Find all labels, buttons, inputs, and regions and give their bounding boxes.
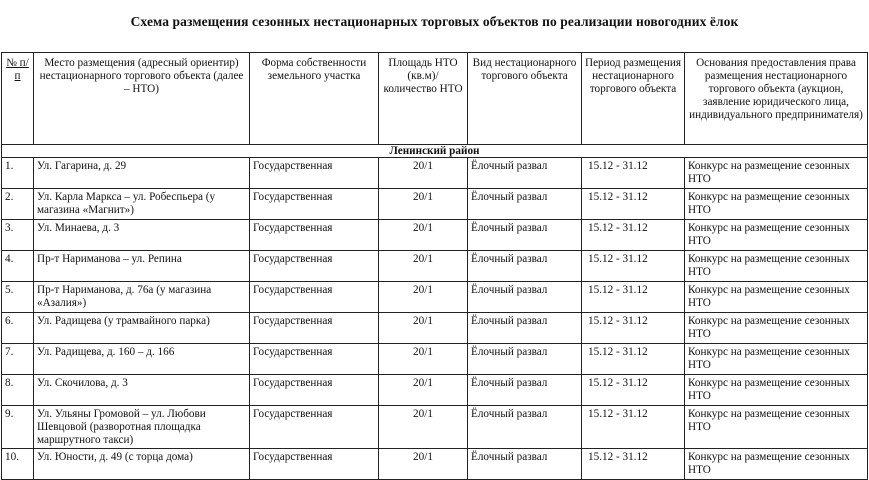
cell-num: 8. <box>2 375 34 406</box>
table-row <box>2 449 868 480</box>
district-label: Ленинский район <box>2 145 868 158</box>
cell-ownership: Государственная <box>250 251 379 282</box>
table-row <box>2 344 868 375</box>
cell-basis: Конкурс на размещение сезонных НТО <box>685 406 868 449</box>
cell-ownership: Государственная <box>250 375 379 406</box>
header-type: Вид нестационарного торгового объекта <box>468 53 582 145</box>
cell-address: Ул. Юности, д. 49 (с торца дома) <box>34 449 250 480</box>
cell-type: Ёлочный развал <box>468 449 582 480</box>
header-period: Период размещения нестационарного торгового объекта <box>582 53 685 145</box>
header-area: Площадь НТО (кв.м)/ количество НТО <box>379 53 468 145</box>
cell-type: Ёлочный развал <box>468 406 582 449</box>
header-basis: Основания предоставления права размещения нестационарного торгового объекта (аукцион, заявление юридического лица, индивидуального предпринимателя) <box>685 53 868 145</box>
cell-address: Ул. Ульяны Громовой – ул. Любови Шевцовой (разворотная площадка маршрутного такси) <box>34 406 250 449</box>
table-header-row <box>2 53 868 145</box>
cell-area: 20/1 <box>379 406 468 449</box>
cell-ownership: Государственная <box>250 313 379 344</box>
cell-address: Пр-т Нариманова – ул. Репина <box>34 251 250 282</box>
cell-period: 15.12 - 31.12 <box>582 189 685 220</box>
cell-num: 7. <box>2 344 34 375</box>
header-num: № п/п <box>2 53 34 145</box>
cell-basis: Конкурс на размещение сезонных НТО <box>685 449 868 480</box>
cell-ownership: Государственная <box>250 406 379 449</box>
cell-type: Ёлочный развал <box>468 189 582 220</box>
cell-area: 20/1 <box>379 375 468 406</box>
cell-area: 20/1 <box>379 158 468 189</box>
document-title: Схема размещения сезонных нестационарных торговых объектов по реализации новогодних ёлок <box>130 14 739 29</box>
cell-period: 15.12 - 31.12 <box>582 313 685 344</box>
cell-num: 1. <box>2 158 34 189</box>
cell-address: Ул. Радищева (у трамвайного парка) <box>34 313 250 344</box>
cell-basis: Конкурс на размещение сезонных НТО <box>685 282 868 313</box>
cell-ownership: Государственная <box>250 189 379 220</box>
cell-area: 20/1 <box>379 220 468 251</box>
cell-area: 20/1 <box>379 251 468 282</box>
table-row <box>2 158 868 189</box>
cell-num: 9. <box>2 406 34 449</box>
cell-num: 4. <box>2 251 34 282</box>
cell-ownership: Государственная <box>250 158 379 189</box>
cell-type: Ёлочный развал <box>468 344 582 375</box>
cell-type: Ёлочный развал <box>468 158 582 189</box>
cell-address: Пр-т Нариманова, д. 76а (у магазина «Азалия») <box>34 282 250 313</box>
cell-ownership: Государственная <box>250 282 379 313</box>
cell-type: Ёлочный развал <box>468 375 582 406</box>
cell-type: Ёлочный развал <box>468 251 582 282</box>
cell-address: Ул. Гагарина, д. 29 <box>34 158 250 189</box>
cell-address: Ул. Скочилова, д. 3 <box>34 375 250 406</box>
cell-basis: Конкурс на размещение сезонных НТО <box>685 344 868 375</box>
cell-address: Ул. Радищева, д. 160 – д. 166 <box>34 344 250 375</box>
table-row <box>2 313 868 344</box>
district-row <box>2 145 868 158</box>
cell-period: 15.12 - 31.12 <box>582 158 685 189</box>
cell-area: 20/1 <box>379 449 468 480</box>
table-row <box>2 189 868 220</box>
table-row <box>2 220 868 251</box>
cell-ownership: Государственная <box>250 344 379 375</box>
cell-address: Ул. Карла Маркса – ул. Робеспьера (у магазина «Магнит») <box>34 189 250 220</box>
cell-address: Ул. Минаева, д. 3 <box>34 220 250 251</box>
table-row <box>2 282 868 313</box>
cell-period: 15.12 - 31.12 <box>582 375 685 406</box>
cell-num: 10. <box>2 449 34 480</box>
header-address: Место размещения (адресный ориентир) нестационарного торгового объекта (далее – НТО) <box>34 53 250 145</box>
cell-basis: Конкурс на размещение сезонных НТО <box>685 220 868 251</box>
table-row <box>2 375 868 406</box>
cell-type: Ёлочный развал <box>468 313 582 344</box>
cell-period: 15.12 - 31.12 <box>582 344 685 375</box>
table-row <box>2 251 868 282</box>
cell-num: 6. <box>2 313 34 344</box>
cell-type: Ёлочный развал <box>468 282 582 313</box>
cell-area: 20/1 <box>379 344 468 375</box>
cell-area: 20/1 <box>379 313 468 344</box>
cell-ownership: Государственная <box>250 449 379 480</box>
cell-ownership: Государственная <box>250 220 379 251</box>
cell-basis: Конкурс на размещение сезонных НТО <box>685 251 868 282</box>
cell-num: 2. <box>2 189 34 220</box>
cell-period: 15.12 - 31.12 <box>582 220 685 251</box>
cell-type: Ёлочный развал <box>468 220 582 251</box>
cell-period: 15.12 - 31.12 <box>582 406 685 449</box>
cell-area: 20/1 <box>379 282 468 313</box>
placement-table <box>1 52 868 480</box>
cell-num: 5. <box>2 282 34 313</box>
cell-basis: Конкурс на размещение сезонных НТО <box>685 158 868 189</box>
cell-basis: Конкурс на размещение сезонных НТО <box>685 189 868 220</box>
cell-area: 20/1 <box>379 189 468 220</box>
header-ownership: Форма собственности земельного участка <box>250 53 379 145</box>
cell-period: 15.12 - 31.12 <box>582 251 685 282</box>
cell-basis: Конкурс на размещение сезонных НТО <box>685 313 868 344</box>
cell-num: 3. <box>2 220 34 251</box>
table-row <box>2 406 868 449</box>
cell-period: 15.12 - 31.12 <box>582 449 685 480</box>
cell-basis: Конкурс на размещение сезонных НТО <box>685 375 868 406</box>
cell-period: 15.12 - 31.12 <box>582 282 685 313</box>
